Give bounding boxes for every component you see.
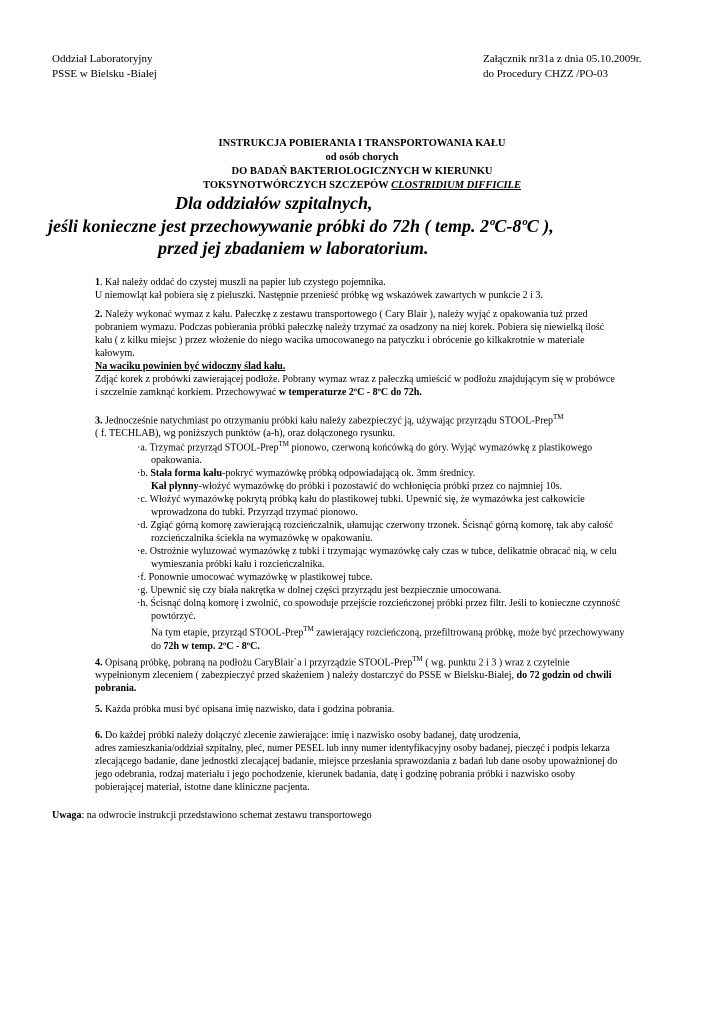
subtitle-line3: przed jej zbadaniem w laboratorium. — [158, 238, 429, 258]
title-line3: DO BADAŃ BAKTERIOLOGICZNYCH W KIERUNKU — [231, 166, 493, 177]
header-right-line1: Załącznik nr31a z dnia 05.10.2009r. — [483, 53, 642, 65]
subtitle-line2: jeśli konieczne jest przechowywanie próbki do 72h ( temp. 2ºC-8ºC ), — [48, 216, 554, 236]
title-line2: od osób chorych — [325, 152, 399, 163]
document-title — [0, 137, 724, 193]
step-c: ·c. Włożyć wymazówkę pokrytą próbką kału do plastikowej tubki. Upewnić się, że wymazówka jest całkowicie — [137, 494, 585, 506]
header-left — [52, 52, 157, 82]
title-line4: TOKSYNOTWÓRCZYCH SZCZEPÓW CLOSTRIDIUM DIFFICILE — [203, 180, 521, 191]
section-1: 1. Kał należy oddać do czystej muszli na papier lub czystego pojemnika. U niemowląt kał pobiera się z pieluszki. Następnie przenieść próbkę wg wskazówek zawartych w punkcie 2 i 3. — [95, 277, 543, 301]
step-g: ·g. Upewnić się czy biała nakrętka w dolnej części przyrządu jest bezpiecznie umocowana. — [137, 585, 502, 597]
swab-note: Na waciku powinien być widoczny ślad kału. — [95, 361, 286, 372]
step-h: ·h. Ścisnąć dolną komorę i zwolnić, co spowoduje przejście rozcieńczonej próbki przez filtr. Jeśli to konieczne czynność — [137, 598, 620, 610]
section-5: 5. Każda próbka musi być opisana imię nazwisko, data i godzina pobrania. — [95, 704, 395, 715]
section-6-number: 6. — [95, 730, 103, 741]
step-e: ·e. Ostrożnie wyluzować wymazówkę z tubki i trzymając wymazówkę cały czas w tubce, delikatnie obracać nią, w celu — [137, 546, 617, 558]
section-5-number: 5. — [95, 704, 103, 715]
section-3: 3. Jednocześnie natychmiast po otrzymaniu próbki kału należy zabezpieczyć ją, używając przyrządu STOOL-Prep™ ( f. TECHLAB), wg poniższych punktów (a-h), oraz dołączonego rysunku. — [95, 413, 564, 440]
step-a: ·a. Trzymać przyrząd STOOL-Prep™ pionowo, czerwoną końcówką do góry. Wyjąć wymazówkę z plastikowego — [137, 440, 593, 454]
section-1-number: 1 — [95, 277, 100, 288]
note-label: Uwaga — [52, 810, 82, 821]
note: Uwaga: na odwrocie instrukcji przedstawiono schemat zestawu transportowego — [52, 810, 372, 821]
header-right — [483, 52, 642, 82]
section-3-number: 3. — [95, 415, 103, 427]
header-right-line2: do Procedury CHZZ /PO-03 — [483, 68, 608, 80]
step-f: ·f. Ponownie umocować wymazówkę w plastikowej tubce. — [137, 572, 373, 584]
section-4-number: 4. — [95, 657, 103, 669]
title-line1: INSTRUKCJA POBIERANIA I TRANSPORTOWANIA KAŁU — [218, 138, 506, 149]
step-d: ·d. Zgiąć górną komorę zawierającą rozcieńczalnik, ułamując czerwony trzonek. Ścisnąć górną komorę, tak aby całość — [137, 520, 613, 532]
section-3-steps: ·a. Trzymać przyrząd STOOL-Prep™ pionowo, czerwoną końcówką do góry. Wyjąć wymazówkę z plastikowego opakowania. ·b. Stała forma kału-pokryć wymazówkę próbką odpowiadającą ok. 3mm średnicy. Kał płynny-włożyć wymazówkę do próbki i pozostawić do wchłonięcia próbki przez co najmniej 10s. ·c. Włożyć wymazówkę pokrytą próbką kału do plastikowej tubki. Upewnić się, że wymazówka jest całkowicie wprowadzona do tubki. Przyrząd trzymać pionowo. ·d. Zgiąć górną komorę zawierającą rozcieńczalnik, ułamując czerwony trzonek. Ścisnąć górną komorę, tak aby całość rozcieńczalnika ściekła na wymazówkę w opakowaniu. ·e. Ostrożnie wyluzować wymazówkę z tubki i trzymając wymazówkę cały czas w tubce, delikatnie obracać nią, w celu wymieszania próbki kału i rozcieńczalnika. ·f. Ponownie umocować wymazówkę w plastikowej tubce. ·g. Upewnić się czy biała nakrętka w dolnej części przyrządu jest bezpiecznie umocowana. ·h. Ścisnąć dolną komorę i zwolnić, co spowoduje przejście rozcieńczonej próbki przez filtr. Jeśli to konieczne czynność powtórzyć. Na tym etapie, przyrząd STOOL-Prep™ zawierający rozcieńczoną, przefiltrowaną próbkę, może być przechowywany do 72h w temp. 2ºC - 8ºC. — [137, 438, 697, 653]
organism-name: CLOSTRIDIUM DIFFICILE — [391, 180, 521, 191]
subtitle-line1: Dla oddziałów szpitalnych, — [175, 193, 373, 213]
header-left-line2: PSSE w Bielsku -Białej — [52, 68, 157, 80]
section-2: 2. Należy wykonać wymaz z kału. Pałeczkę z zestawu transportowego ( Cary Blair ), należy wyjąć z opakowania tuż przed pobraniem wymazu. Podczas pobierania próbki pałeczkę należy trzymać za osadzony na niej korek. Pobiera się niewielką ilość kału ( z kilku miejsc ) przez włożenie do niego wacika umocowanego na patyczku i obrócenie go kilkakrotnie w materiale kałowym. Na waciku powinien być widoczny ślad kału. Zdjąć korek z probówki zawierającej podłoże. Pobrany wymaz wraz z pałeczką umieścić w podłożu znajdującym się w probówce i szczelnie zamknąć korkiem. Przechowywać w temperaturze 2ºC - 8ºC do 72h. — [95, 309, 615, 398]
header-left-line1: Oddział Laboratoryjny — [52, 53, 153, 65]
section-6: 6. Do każdej próbki należy dołączyć zlecenie zawierające: imię i nazwisko osoby badanej, datę urodzenia, adres zamieszkania/oddział szpitalny, płeć, numer PESEL lub inny numer identyfikacyjny osoby badanej, pieczęć i podpis lekarza zlecającego badanie, dane jednostki zlecającej badanie, miejsce przesłania sprawozdania z badań lub dane osoby upoważnionej do jego odebrania, rodzaj materiału i jego pochodzenie, kierunek badania, datę i godzinę pobrania próbki i nazwisko osoby pobierającej materiał, istotne dane kliniczne pacjenta. — [95, 730, 618, 793]
note-text: na odwrocie instrukcji przedstawiono schemat zestawu transportowego — [84, 810, 372, 821]
section-2-number: 2. — [95, 309, 103, 320]
step-b: ·b. Stała forma kału-pokryć wymazówkę próbką odpowiadającą ok. 3mm średnicy. — [137, 468, 476, 480]
section-4: 4. Opisaną próbkę, pobraną na podłożu CaryBlair`a i przyrządzie STOOL-Prep™ ( wg. punktu 2 i 3 ) wraz z czytelnie wypełnionym zleceniem ( zabezpieczyć przed skażeniem ) należy dostarczyć do PSSE w Bielsku-Białej, do 72 godzin od chwili pobrania. — [95, 655, 612, 695]
